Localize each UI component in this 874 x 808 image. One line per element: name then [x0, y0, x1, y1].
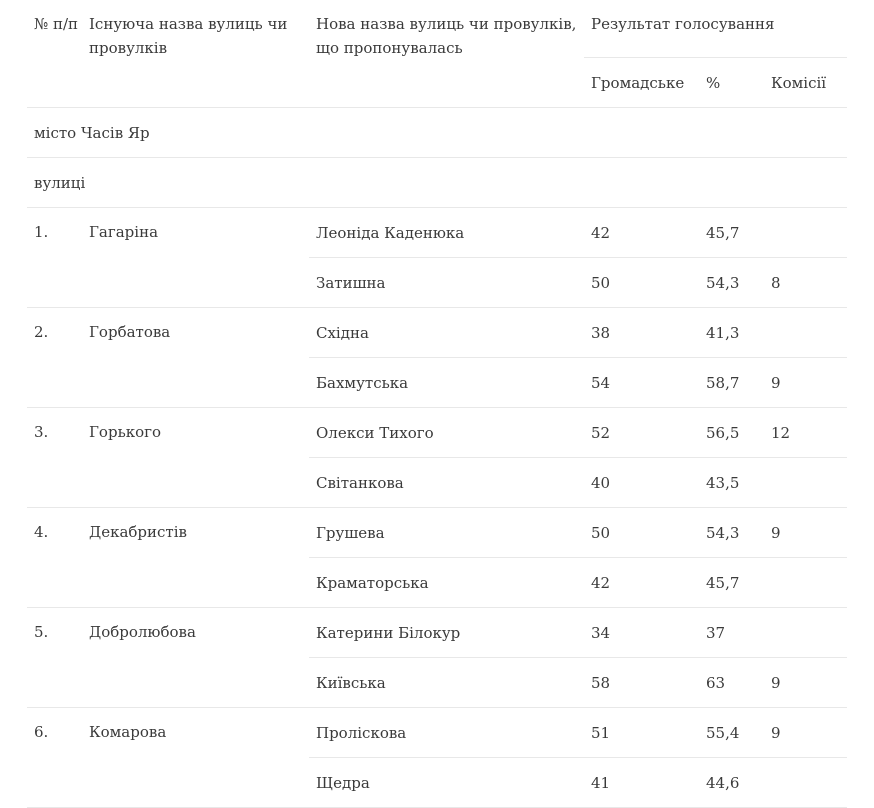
commission-votes: 12: [764, 408, 847, 458]
public-votes: 51: [584, 708, 699, 758]
commission-votes: [764, 308, 847, 358]
vote-percent: 55,4: [699, 708, 764, 758]
public-votes: 42: [584, 558, 699, 608]
table-row: [27, 608, 847, 658]
section-streets: вулиці: [27, 158, 847, 208]
proposed-street-name: Пролiскова: [309, 708, 584, 758]
public-votes: 42: [584, 208, 699, 258]
header-public: Громадське: [584, 58, 699, 108]
section-city: місто Часів Яр: [27, 108, 847, 158]
proposed-street-name: Київська: [309, 658, 584, 708]
public-votes: 54: [584, 358, 699, 408]
commission-votes: 9: [764, 708, 847, 758]
row-number: 2.: [27, 308, 82, 408]
vote-percent: 45,7: [699, 208, 764, 258]
commission-votes: [764, 558, 847, 608]
commission-votes: [764, 758, 847, 808]
commission-votes: [764, 608, 847, 658]
vote-percent: 37: [699, 608, 764, 658]
public-votes: 50: [584, 258, 699, 308]
existing-street-name: Комарова: [82, 708, 309, 808]
row-number: 4.: [27, 508, 82, 608]
proposed-street-name: Олекси Тихого: [309, 408, 584, 458]
row-number: 1.: [27, 208, 82, 308]
proposed-street-name: Леоніда Каденюка: [309, 208, 584, 258]
existing-street-name: Горького: [82, 408, 309, 508]
existing-street-name: Горбатова: [82, 308, 309, 408]
header-results: Результат голосування: [584, 0, 847, 58]
table-row: [27, 708, 847, 758]
vote-percent: 54,3: [699, 508, 764, 558]
existing-street-name: Добролюбова: [82, 608, 309, 708]
header-percent: %: [699, 58, 764, 108]
commission-votes: 9: [764, 508, 847, 558]
public-votes: 58: [584, 658, 699, 708]
row-number: 3.: [27, 408, 82, 508]
proposed-street-name: Грушева: [309, 508, 584, 558]
public-votes: 34: [584, 608, 699, 658]
proposed-street-name: Щедра: [309, 758, 584, 808]
public-votes: 52: [584, 408, 699, 458]
header-old-name: Існуюча назва вулиць чи провулків: [82, 0, 309, 108]
public-votes: 38: [584, 308, 699, 358]
header-num: № п/п: [27, 0, 82, 108]
public-votes: 50: [584, 508, 699, 558]
proposed-street-name: Східна: [309, 308, 584, 358]
vote-percent: 54,3: [699, 258, 764, 308]
vote-percent: 56,5: [699, 408, 764, 458]
table-row: [27, 208, 847, 258]
row-number: 5.: [27, 608, 82, 708]
table-row: [27, 308, 847, 358]
vote-percent: 45,7: [699, 558, 764, 608]
vote-percent: 44,6: [699, 758, 764, 808]
vote-percent: 43,5: [699, 458, 764, 508]
proposed-street-name: Катерини Білокур: [309, 608, 584, 658]
table-row: [27, 508, 847, 558]
existing-street-name: Гагаріна: [82, 208, 309, 308]
header-commission: Комісії: [764, 58, 847, 108]
vote-percent: 58,7: [699, 358, 764, 408]
table-row: [27, 408, 847, 458]
commission-votes: 8: [764, 258, 847, 308]
commission-votes: [764, 208, 847, 258]
vote-percent: 63: [699, 658, 764, 708]
street-renaming-table: [27, 0, 847, 808]
commission-votes: 9: [764, 658, 847, 708]
proposed-street-name: Бахмутська: [309, 358, 584, 408]
public-votes: 41: [584, 758, 699, 808]
header-new-name: Нова назва вулиць чи провулків, що пропонувалась: [309, 0, 584, 108]
existing-street-name: Декабристів: [82, 508, 309, 608]
proposed-street-name: Краматорська: [309, 558, 584, 608]
proposed-street-name: Затишна: [309, 258, 584, 308]
proposed-street-name: Світанкова: [309, 458, 584, 508]
commission-votes: 9: [764, 358, 847, 408]
row-number: 6.: [27, 708, 82, 808]
public-votes: 40: [584, 458, 699, 508]
vote-percent: 41,3: [699, 308, 764, 358]
commission-votes: [764, 458, 847, 508]
